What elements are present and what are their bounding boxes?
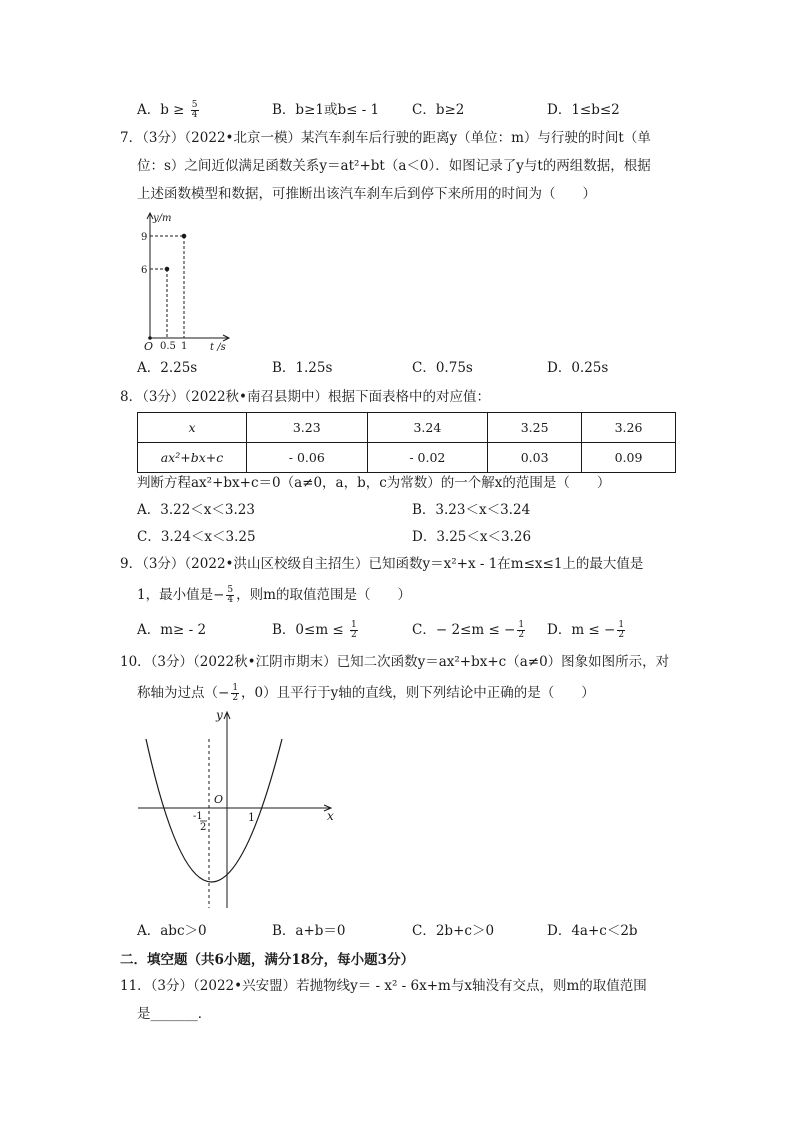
q7-stem-line1: 7．（3分）（2022•北京一模）某汽车刹车后行驶的距离y（单位：m）与行驶的时间t（单 [120, 130, 651, 146]
q10-option-c: C．2b+c＞0 [412, 923, 495, 939]
q9-option-b: B．0≤m ≤ $\frac{1}{2}$ [272, 620, 357, 640]
q10-graph [130, 705, 345, 915]
section-heading: 二．填空题（共6小题，满分18分，每小题3分） [120, 952, 415, 968]
y-tick-9: 9 [141, 232, 148, 243]
point-05-6 [165, 267, 170, 272]
fraction: $\frac{5}{4}$ [191, 100, 198, 120]
q9-option-c: C．− 2≤m ≤ − $\frac{1}{2}$ [412, 620, 525, 640]
q9-option-a: A．m≥ - 2 [137, 622, 207, 638]
table-cell: - 0.06 [247, 443, 368, 473]
q10-stem-line1: 10．（3分）（2022秋•江阴市期末）已知二次函数y＝ax²+bx+c（a≠0）图象如图所示，对 [120, 654, 670, 670]
table-cell: 0.09 [582, 443, 676, 473]
table-cell: 3.23 [247, 413, 368, 443]
q10-option-b: B．a+b＝0 [272, 923, 346, 939]
fraction: $\frac{5}{4}$ [227, 585, 234, 605]
y-tick-6: 6 [141, 265, 148, 276]
q7-option-c: C．0.75s [412, 360, 473, 376]
tick-one: 1 [248, 811, 255, 824]
q9-option-d: D．m ≤ − $\frac{1}{2}$ [547, 620, 625, 640]
origin-label: O [214, 793, 224, 806]
parabola [146, 739, 282, 882]
q7-stem-line2: 位：s）之间近似满足函数关系y＝at²+bt（a＜0）．如图记录了y与t的两组数据，根据 [137, 158, 651, 174]
q6-option-d: D．1≤b≤2 [547, 102, 620, 118]
y-axis-label: y/m [153, 213, 172, 224]
tick-neg-half-den: 2 [200, 822, 207, 833]
q7-option-d: D．0.25s [547, 360, 609, 376]
table-cell: 3.25 [488, 413, 582, 443]
q6-option-a: A．b ≥ $\frac{5}{4}$ [137, 100, 198, 120]
origin-label: O [144, 340, 154, 353]
fraction: $\frac{1}{2}$ [232, 683, 239, 703]
q7-stem-line3: 上述函数模型和数据，可推断出该汽车刹车后到停下来所用的时间为（ ） [137, 186, 596, 202]
table-cell: - 0.02 [367, 443, 488, 473]
tick-neg-half-num: -1 [193, 811, 203, 822]
x-axis-label: t /s [210, 342, 226, 353]
q10-option-a: A．abc＞0 [137, 923, 207, 939]
q9-stem-line1: 9．（3分）（2022•洪山区校级自主招生）已知函数y＝x²+x - 1在m≤x≤1上的最大值是 [120, 556, 644, 572]
q6-option-b: B．b≥1或b≤ - 1 [272, 102, 380, 118]
y-axis-label: y [216, 708, 223, 722]
q6-option-c: C．b≥2 [412, 102, 465, 118]
table-row [138, 413, 676, 443]
q7-graph [132, 208, 242, 356]
table-cell: 0.03 [488, 443, 582, 473]
q10-stem-line2: 称轴为过点（− $\frac{1}{2}$ ，0）且平行于y轴的直线，则下列结论中正确的是（ ） [137, 683, 595, 703]
fraction: $\frac{1}{2}$ [351, 620, 357, 640]
q9-stem-line2: 1，最小值是− $\frac{5}{4}$ ，则m的取值范围是（ ） [137, 585, 411, 605]
table-cell: 3.24 [367, 413, 488, 443]
x-tick-05: 0.5 [160, 341, 176, 352]
q8-option-c: C．3.24＜x＜3.25 [137, 529, 256, 545]
q11-stem-line1: 11．（3分）（2022•兴安盟）若抛物线y＝ - x² - 6x+m与x轴没有交点，则m的取值范围 [120, 978, 647, 994]
q8-option-b: B．3.23＜x＜3.24 [412, 502, 531, 518]
q8-stem-line2: 判断方程ax²+bx+c＝0（a≠0，a，b，c为常数）的一个解x的范围是（ ） [137, 475, 611, 491]
table-cell: x [138, 413, 247, 443]
table-cell: ax²+bx+c [138, 443, 247, 473]
x-tick-1: 1 [181, 341, 188, 352]
x-axis-label: x [327, 809, 334, 823]
point-1-9 [182, 234, 187, 239]
table-cell: 3.26 [582, 413, 676, 443]
q8-stem-line1: 8．（3分）（2022秋•南召县期中）根据下面表格中的对应值： [120, 389, 490, 405]
table-row [138, 443, 676, 473]
q11-stem-line2: 是_______． [137, 1006, 212, 1022]
q7-option-a: A．2.25s [137, 360, 198, 376]
q8-option-d: D．3.25＜x＜3.26 [412, 529, 532, 545]
fraction: $\frac{1}{2}$ [618, 620, 625, 640]
q8-value-table [137, 412, 676, 473]
q10-option-d: D．4a+c＜2b [547, 923, 638, 939]
q8-option-a: A．3.22＜x＜3.23 [137, 502, 255, 518]
fraction: $\frac{1}{2}$ [518, 620, 525, 640]
q7-option-b: B．1.25s [272, 360, 333, 376]
